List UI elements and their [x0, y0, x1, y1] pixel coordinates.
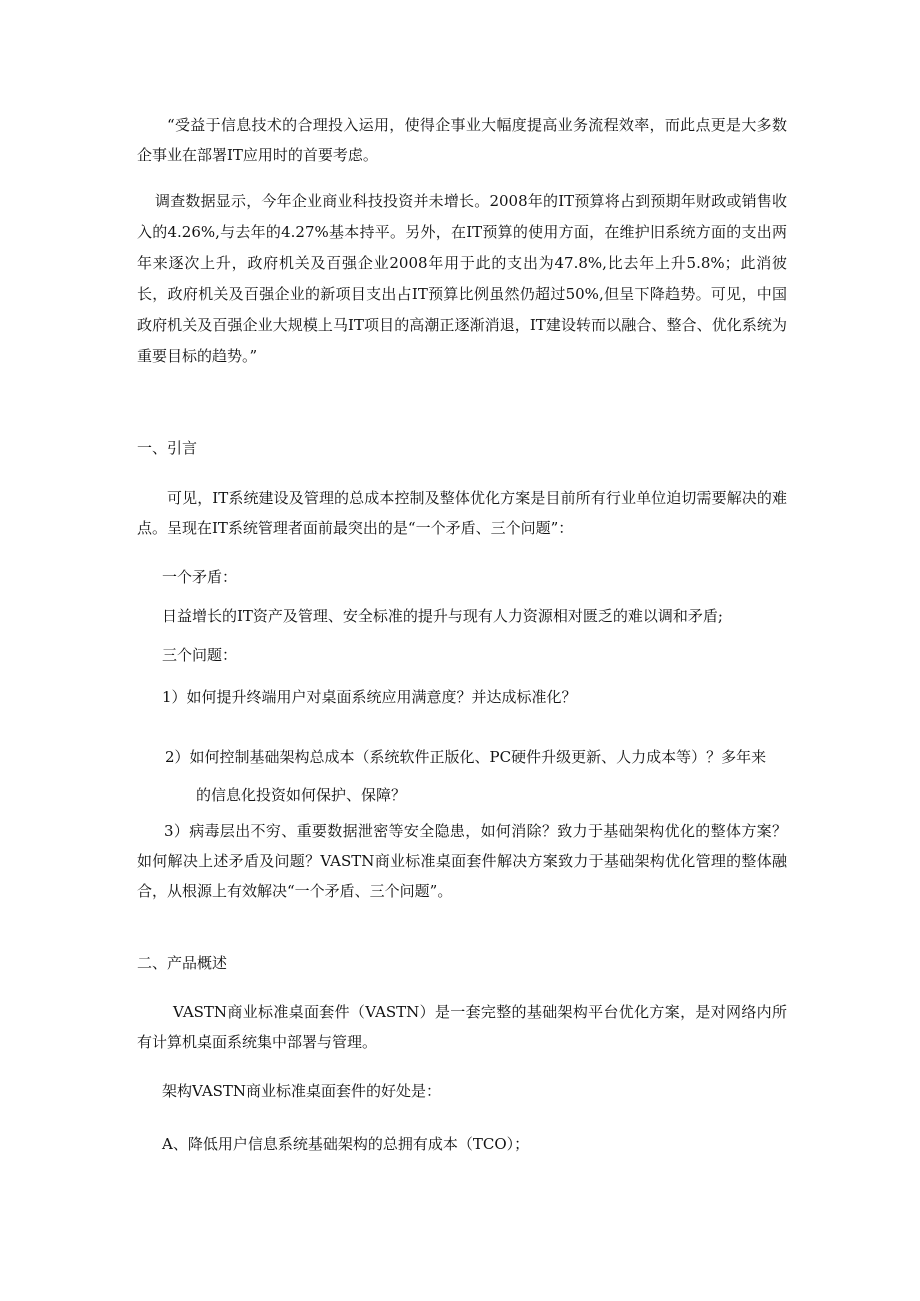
problem-2-line-1: 2）如何控制基础架构总成本（系统软件正版化、PC硬件升级更新、人力成本等）？多年来 — [165, 748, 767, 766]
problem-1: 1）如何提升终端用户对桌面系统应用满意度？并达成标准化？ — [162, 688, 577, 706]
problems-label: 三个问题： — [162, 646, 238, 664]
quote-paragraph-1: “受益于信息技术的合理投入运用，使得企事业大幅度提高业务流程效率，而此点更是大多数企事业在部署IT应用时的首要考虑。 — [137, 116, 787, 164]
contradiction-label: 一个矛盾： — [162, 568, 238, 586]
problem-2-line-2: 的信息化投资如何保护、保障？ — [196, 786, 407, 804]
overview-paragraph: VASTN商业标准桌面套件（VASTN）是一套完整的基础架构平台优化方案，是对网络内所有计算机桌面系统集中部署与管理。 — [137, 1003, 787, 1051]
section-heading-intro: 一、引言 — [137, 439, 198, 457]
section-heading-overview: 二、产品概述 — [137, 954, 228, 972]
intro-paragraph: 可见，IT系统建设及管理的总成本控制及整体优化方案是目前所有行业单位迫切需要解决的难点。呈现在IT系统管理者面前最突出的是“一个矛盾、三个问题”： — [137, 489, 787, 537]
benefits-label: 架构VASTN商业标准桌面套件的好处是： — [162, 1082, 442, 1100]
problem-3-paragraph: 3）病毒层出不穷、重要数据泄密等安全隐患，如何消除？致力于基础架构优化的整体方案？如何解决上述矛盾及问题？VASTN商业标准桌面套件解决方案致力于基础架构优化管理的整体融合，从根源上有效解决“一个矛盾、三个问题”。 — [137, 822, 787, 900]
benefit-a: A、降低用户信息系统基础架构的总拥有成本（TCO）； — [162, 1135, 530, 1153]
quote-paragraph-2: 调查数据显示，今年企业商业科技投资并未增长。2008年的IT预算将占到预期年财政或销售收入的4.26%,与去年的4.27%基本持平。另外，在IT预算的使用方面，在维护旧系统方面的支出两年来逐次上升，政府机关及百强企业2008年用于此的支出为47.8%,比去年上升5.8%；此消彼长，政府机关及百强企业的新项目支出占IT预算比例虽然仍超过50%,但呈下降趋势。可见，中国政府机关及百强企业大规模上马IT项目的高潮正逐渐消退，IT建设转而以融合、整合、优化系统为重要目标的趋势。” — [137, 192, 787, 365]
contradiction-text: 日益增长的IT资产及管理、安全标准的提升与现有人力资源相对匮乏的难以调和矛盾; — [162, 607, 723, 625]
